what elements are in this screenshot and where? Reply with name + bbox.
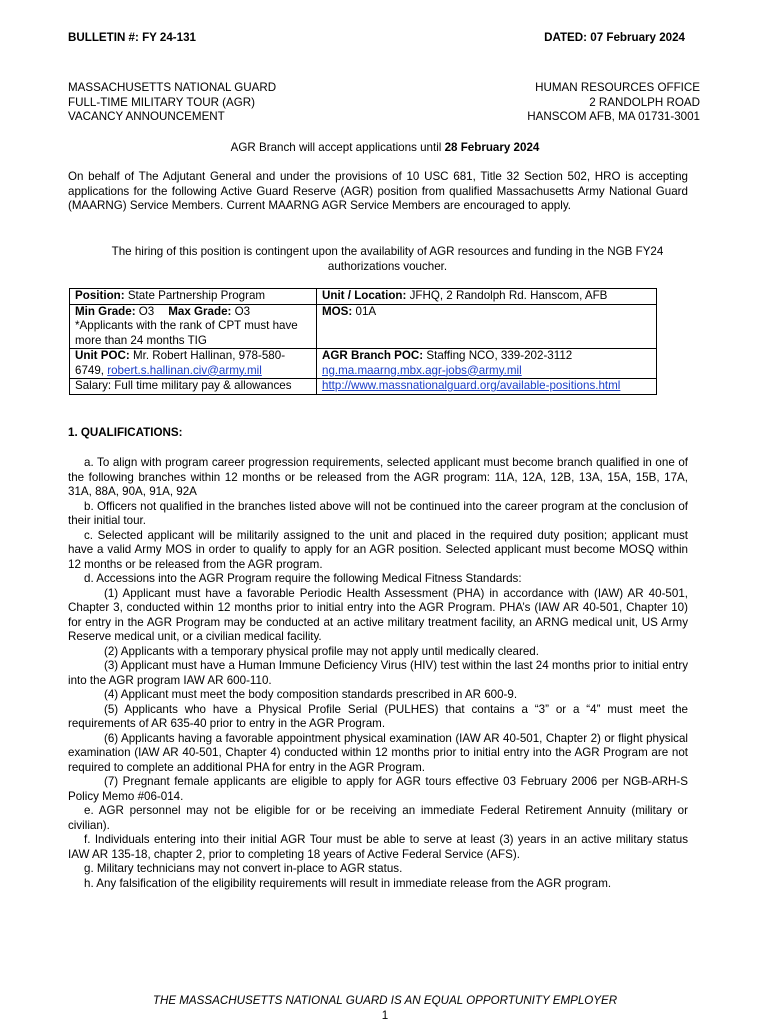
qualifications-list xyxy=(68,456,688,891)
qualification-b: b. Officers not qualified in the branches listed above will not be continued into the career program at the conclusion of their initial tour. xyxy=(68,499,688,527)
unit-poc-cell xyxy=(70,349,317,379)
available-positions-link[interactable]: http://www.massnationalguard.org/available-positions.html xyxy=(322,379,621,392)
qualification-d7: (7) Pregnant female applicants are eligible to apply for AGR tours effective 03 February 2006 per NGB-ARH-S Policy Memo #06-014. xyxy=(68,775,688,803)
qualification-d5: (5) Applicants who have a Physical Profile Serial (PULHES) that contains a “3” or a “4” must meet the requirements of AR 635-40 prior to entry in the AGR Program. xyxy=(68,702,688,730)
position-info-table xyxy=(69,288,657,395)
qualification-d1: (1) Applicant must have a favorable Periodic Health Assessment (PHA) in accordance with (IAW) AR 40-501, Chapter 3, conducted within 12 months prior to initial entry into the AGR Program. PHA’s (IAW AR 40-501, Chapter 10) for entry in the AGR Program may be conducted at an active military treatment facility, an ARNG medical unit, US Army Reserve medical unit, or a civilian medical facility. xyxy=(68,586,688,643)
qualification-d: d. Accessions into the AGR Program require the following Medical Fitness Standards: xyxy=(84,572,522,585)
org-block-right xyxy=(527,81,700,125)
qualification-h: h. Any falsification of the eligibility requirements will result in immediate release from the AGR program. xyxy=(84,876,612,890)
qualification-a: a. To align with program career progression requirements, selected applicant must become branch qualified in one of the following branches within 12 months or be released from the AGR program: 11A, 12A, 12B, 13A, 15A, 15B, 17A, 31A, 88A, 90A, 91A, 92A xyxy=(68,456,688,498)
announcement-type: VACANCY ANNOUNCEMENT xyxy=(68,110,225,123)
unit-poc-label: Unit POC: xyxy=(75,349,130,362)
grade-cell xyxy=(70,304,317,349)
table-row xyxy=(70,349,657,379)
max-grade-value: O3 xyxy=(231,304,251,318)
position-label: Position: xyxy=(75,289,125,302)
qualification-c: c. Selected applicant will be militarily assigned to the unit and placed in the required duty position; applicant must have a valid Army MOS in order to qualify to apply for an AGR position. Selected applicant must become MOSQ within 12 months or be released from the AGR program. xyxy=(68,528,688,571)
qualification-d2: (2) Applicants with a temporary physical profile may not apply until medically cleared. xyxy=(104,644,539,658)
page-number: 1 xyxy=(381,1009,389,1022)
bulletin-date: DATED: 07 February 2024 xyxy=(544,31,685,44)
mos-cell xyxy=(317,304,657,349)
contingency-note: The hiring of this position is contingent upon the availability of AGR resources and funding in the NGB FY24 authorizations voucher. xyxy=(111,245,664,273)
qualifications-heading: 1. QUALIFICATIONS: xyxy=(68,426,183,439)
table-row xyxy=(70,379,657,395)
qualification-e: e. AGR personnel may not be eligible for or be receiving an immediate Federal Retirement Annuity (military or civilian). xyxy=(68,804,688,832)
qualification-d6: (6) Applicants having a favorable appointment physical examination (IAW AR 40-501, Chapter 2) or flight physical examination (IAW AR 40-501, Chapter 4) conducted within 12 months prior to initial entry into the AGR Program are not required to complete an additional PHA for entry in the AGR Program. xyxy=(68,731,688,774)
agr-poc-email-link[interactable]: ng.ma.maarng.mbx.agr-jobs@army.mil xyxy=(322,363,522,377)
qualification-d3: (3) Applicant must have a Human Immune Deficiency Virus (HIV) test within the last 24 months prior to initial entry into the AGR program IAW AR 600-110. xyxy=(68,659,688,687)
org-name: MASSACHUSETTS NATIONAL GUARD xyxy=(68,81,277,94)
unit-location-cell xyxy=(317,289,657,305)
position-cell xyxy=(70,289,317,305)
deadline-prefix: AGR Branch will accept applications until xyxy=(230,141,445,154)
office-street: 2 RANDOLPH ROAD xyxy=(589,95,700,109)
agr-poc-label: AGR Branch POC: xyxy=(322,349,424,362)
website-cell xyxy=(317,379,657,395)
unit-poc-email-link[interactable]: robert.s.hallinan.civ@army.mil xyxy=(107,363,262,377)
salary-cell: Salary: Full time military pay & allowances xyxy=(70,379,317,395)
qualification-d4: (4) Applicant must meet the body composition standards prescribed in AR 600-9. xyxy=(104,688,518,701)
max-grade-label: Max Grade: xyxy=(168,304,232,318)
qualification-f: f. Individuals entering into their initial AGR Tour must be able to serve at least (3) years in an active military status IAW AR 135-18, chapter 2, prior to completing 18 years of Active Federal Service (AFS). xyxy=(68,833,688,861)
bulletin-number: BULLETIN #: FY 24-131 xyxy=(68,31,196,44)
agr-poc-cell xyxy=(317,349,657,379)
mos-label: MOS: xyxy=(322,304,353,318)
min-grade-value: O3 xyxy=(135,304,155,318)
application-deadline xyxy=(0,141,770,156)
min-grade-label: Min Grade: xyxy=(75,304,136,318)
unit-poc-value: Mr. Robert Hallinan, 978-580-6749, xyxy=(75,349,286,377)
agr-poc-value: Staffing NCO, 339-202-3112 xyxy=(423,349,573,362)
table-row xyxy=(70,289,657,305)
deadline-date: 28 February 2024 xyxy=(444,141,540,154)
intro-paragraph: On behalf of The Adjutant General and under the provisions of 10 USC 681, Title 32 Section 502, HRO is accepting applications for the following Active Guard Reserve (AGR) position from qualified Massachusetts Army National Guard (MAARNG) Service Members. Current MAARNG AGR Service Members are encouraged to apply. xyxy=(68,170,688,212)
qualification-g: g. Military technicians may not convert in-place to AGR status. xyxy=(84,862,403,875)
unit-location-value: JFHQ, 2 Randolph Rd. Hanscom, AFB xyxy=(406,289,608,302)
position-value: State Partnership Program xyxy=(124,289,266,302)
mos-value: 01A xyxy=(352,304,377,318)
rank-note: *Applicants with the rank of CPT must have more than 24 months TIG xyxy=(75,319,298,347)
unit-location-label: Unit / Location: xyxy=(322,289,407,302)
office-city: HANSCOM AFB, MA 01731-3001 xyxy=(527,110,700,123)
table-row xyxy=(70,304,657,349)
equal-opportunity-statement: THE MASSACHUSETTS NATIONAL GUARD IS AN EQUAL OPPORTUNITY EMPLOYER xyxy=(152,994,618,1007)
tour-type: FULL-TIME MILITARY TOUR (AGR) xyxy=(68,95,256,109)
office-name: HUMAN RESOURCES OFFICE xyxy=(535,81,700,94)
org-block-left xyxy=(68,81,276,125)
